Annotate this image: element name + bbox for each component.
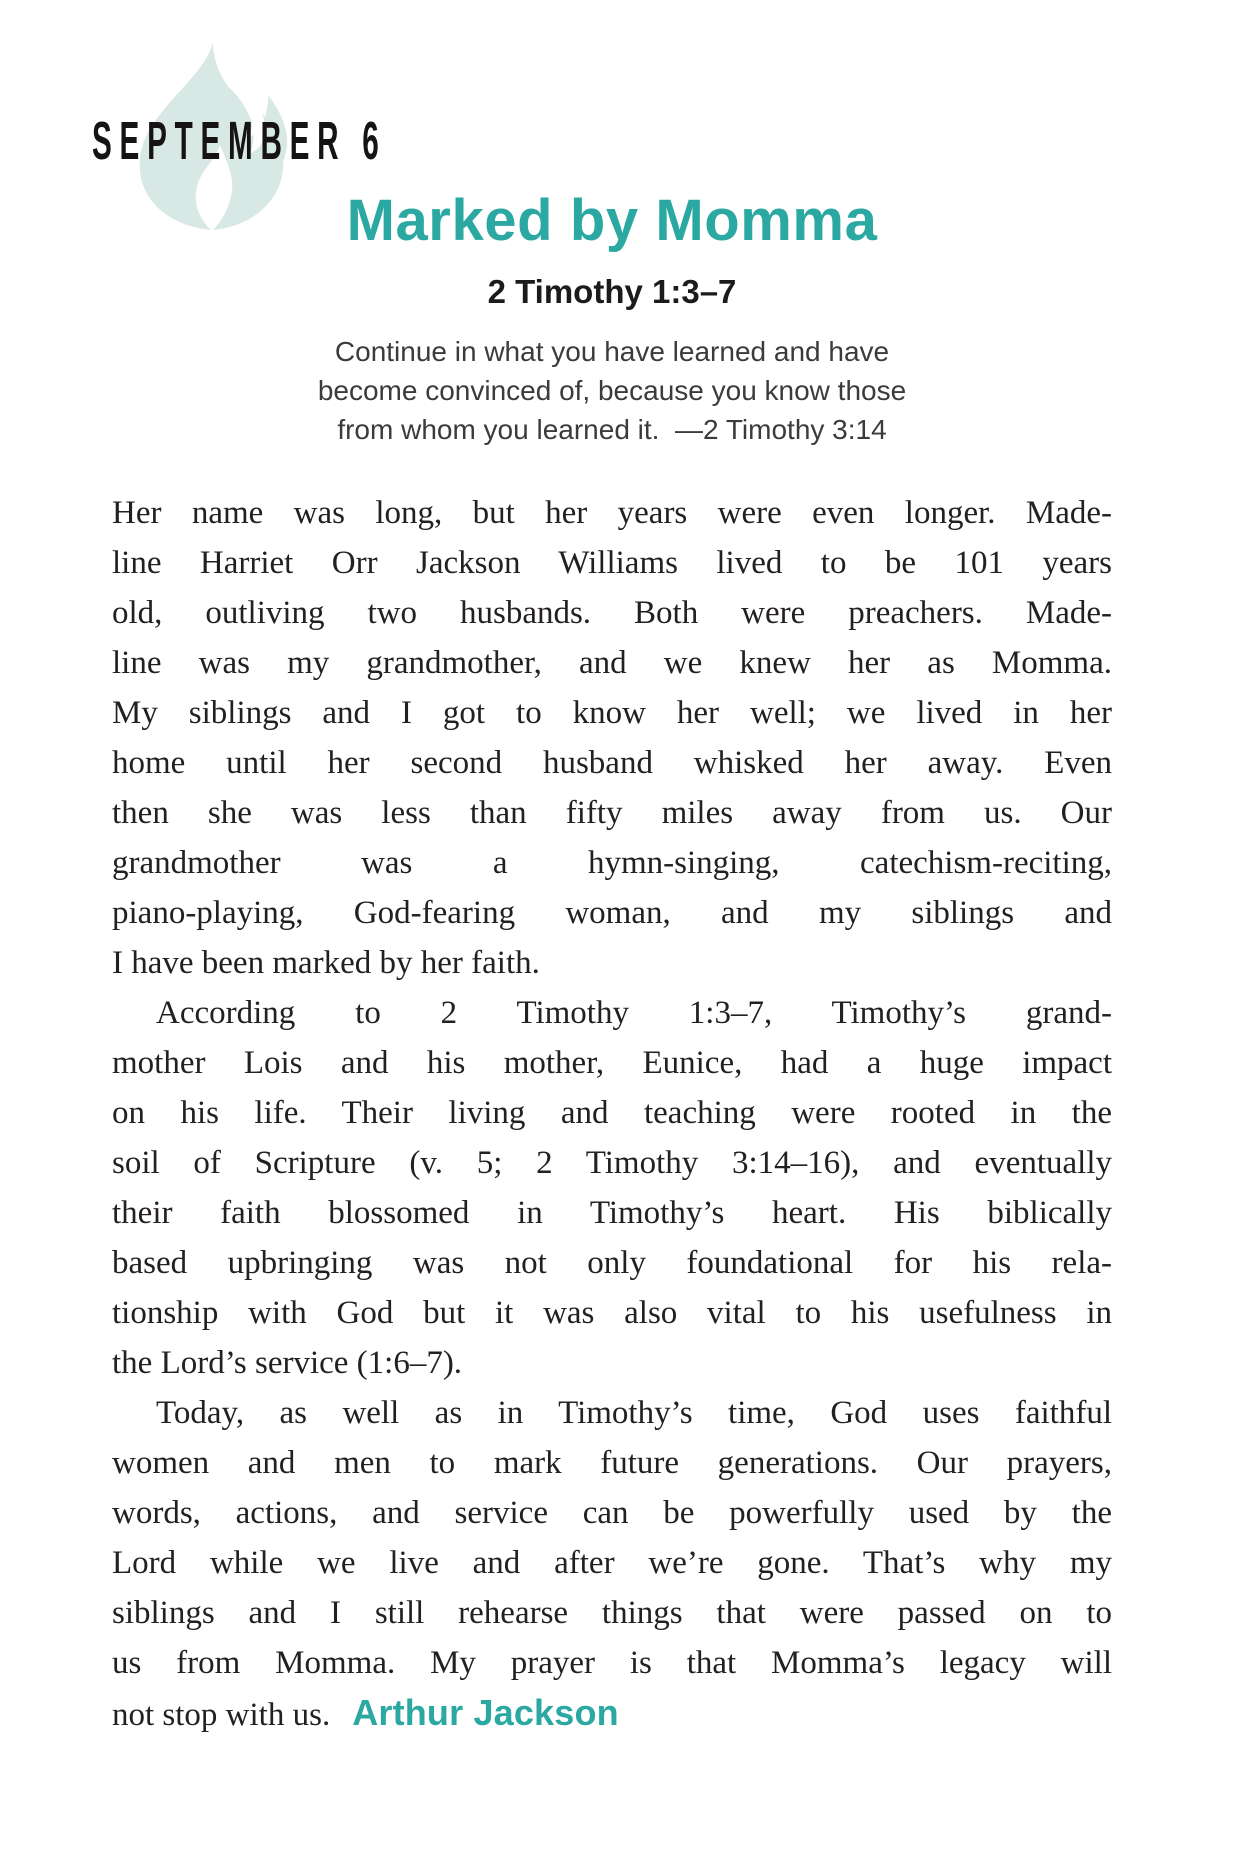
- body-paragraph: [112, 488, 1112, 988]
- body-line: on his life. Their living and teaching were rooted in the: [112, 1095, 1112, 1131]
- body-line: women and men to mark future generations. Our prayers,: [112, 1445, 1112, 1481]
- body-line: Today, as well as in Timothy’s time, God uses faithful: [156, 1395, 1112, 1431]
- verse-line: become convinced of, because you know those: [317, 375, 907, 406]
- body-line: piano-playing, God-fearing woman, and my siblings and: [112, 895, 1112, 931]
- body-line: soil of Scripture (v. 5; 2 Timothy 3:14–16), and eventually: [112, 1145, 1112, 1181]
- body-line: line Harriet Orr Jackson Williams lived to be 101 years: [112, 545, 1112, 581]
- author-name: Arthur Jackson: [352, 1692, 619, 1733]
- body-line: mother Lois and his mother, Eunice, had a huge impact: [112, 1045, 1112, 1081]
- body-paragraph: [112, 1388, 1112, 1740]
- body-line: Lord while we live and after we’re gone. That’s why my: [112, 1545, 1112, 1581]
- body-line: then she was less than fifty miles away from us. Our: [112, 795, 1112, 831]
- body-line: us from Momma. My prayer is that Momma’s legacy will: [112, 1645, 1112, 1681]
- body-line: their faith blossomed in Timothy’s heart. His biblically: [112, 1195, 1112, 1231]
- body-line: the Lord’s service (1:6–7).: [112, 1345, 463, 1381]
- body-line: words, actions, and service can be powerfully used by the: [112, 1495, 1112, 1531]
- body-line: grandmother was a hymn-singing, catechism-reciting,: [112, 845, 1112, 881]
- body-paragraph: [112, 988, 1112, 1388]
- body-line: home until her second husband whisked her away. Even: [112, 745, 1112, 781]
- body-line: I have been marked by her faith.: [112, 945, 540, 981]
- verse-line: Continue in what you have learned and have: [334, 336, 890, 367]
- body-line: old, outliving two husbands. Both were preachers. Made-: [112, 595, 1112, 631]
- verse-text: [112, 332, 1112, 449]
- body-line: siblings and I still rehearse things that were passed on to: [112, 1595, 1112, 1631]
- body-line: not stop with us. Arthur Jackson: [112, 1692, 619, 1733]
- body-line: tionship with God but it was also vital to his usefulness in: [112, 1295, 1112, 1331]
- body-text: [112, 488, 1112, 1740]
- body-line: According to 2 Timothy 1:3–7, Timothy’s grand-: [156, 995, 1112, 1031]
- date-label: SEPTEMBER 6: [92, 111, 387, 171]
- body-line: My siblings and I got to know her well; we lived in her: [112, 695, 1112, 731]
- verse-line: from whom you learned it. —2 Timothy 3:14: [337, 414, 887, 445]
- passage-reference: 2 Timothy 1:3–7: [487, 273, 737, 310]
- body-line: based upbringing was not only foundational for his rela-: [112, 1245, 1112, 1281]
- devotional-title: Marked by Momma: [346, 188, 878, 253]
- body-line: line was my grandmother, and we knew her as Momma.: [112, 645, 1112, 681]
- body-line: Her name was long, but her years were even longer. Made-: [112, 495, 1112, 531]
